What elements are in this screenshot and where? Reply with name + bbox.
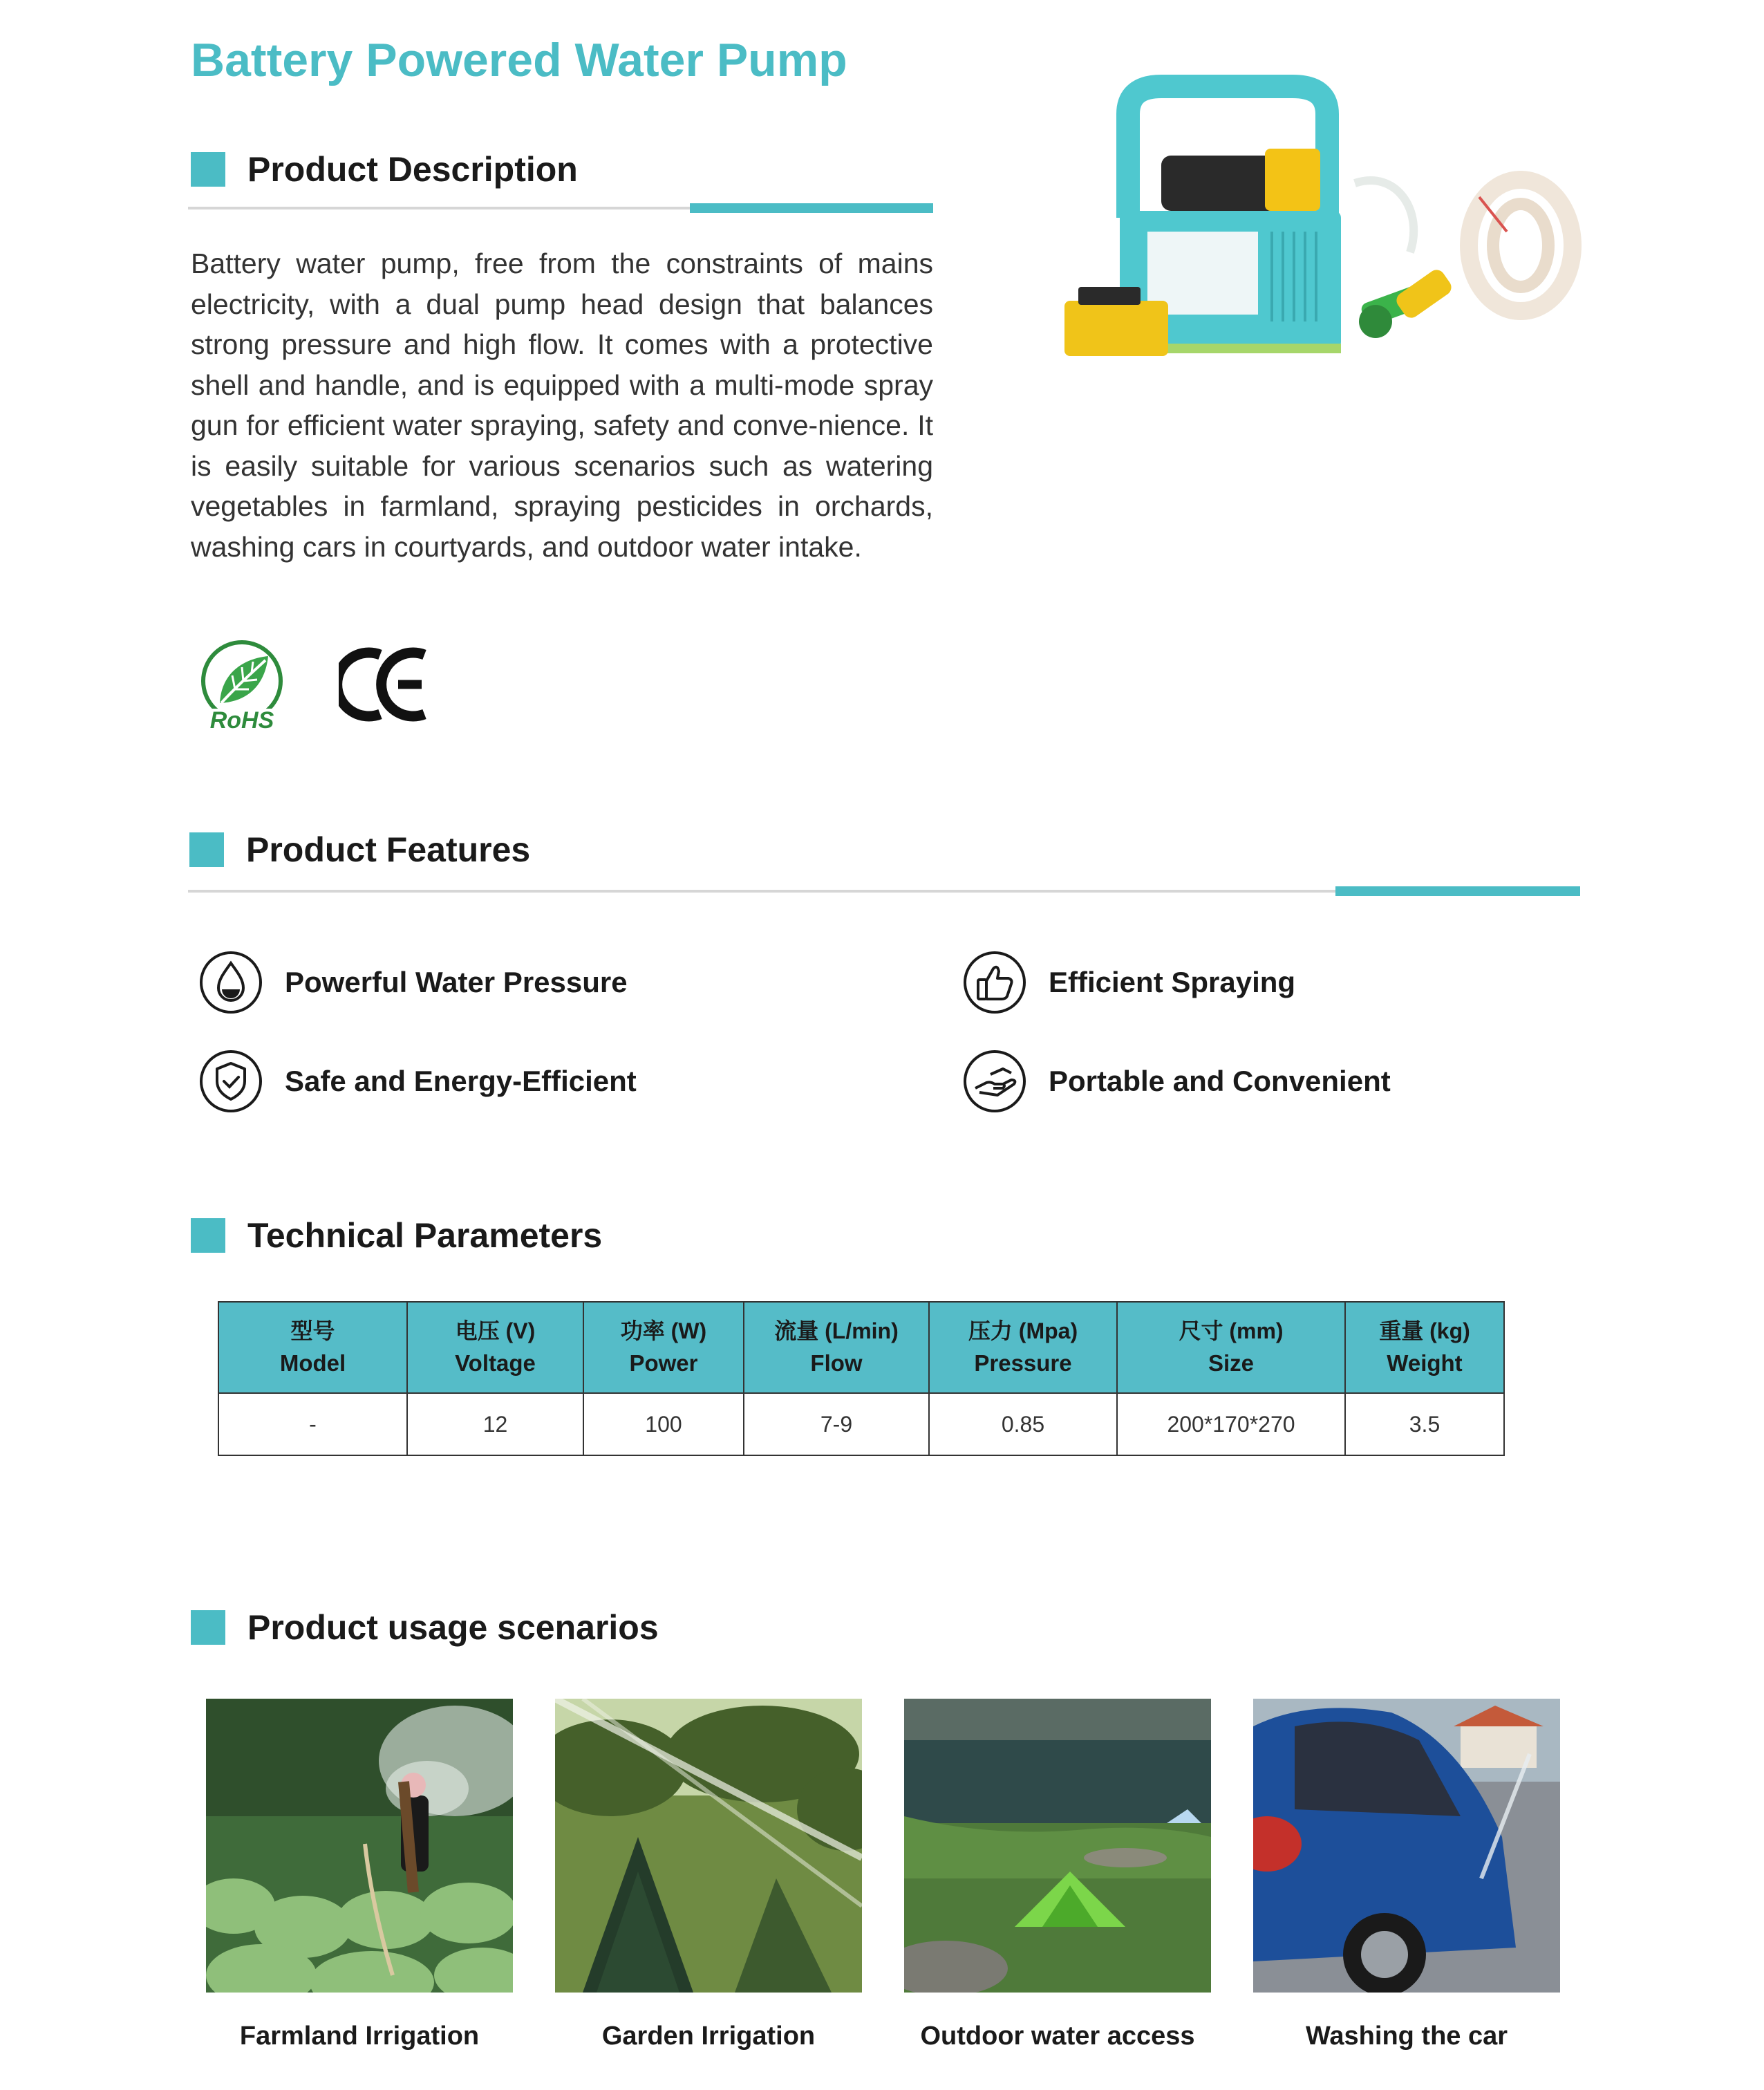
rohs-leaf-icon: [194, 640, 290, 733]
ce-label: CE: [339, 646, 340, 647]
column-header-voltage: 电压 (V) Voltage: [407, 1302, 583, 1393]
description-heading: Product Description: [247, 150, 578, 189]
scenarios-heading: Product usage scenarios: [247, 1608, 659, 1647]
feature-safe-energy-efficient: [199, 1049, 637, 1113]
table-cell: -: [218, 1393, 407, 1455]
divider-line: [188, 890, 1335, 893]
garden-photo: [555, 1699, 862, 1993]
feature-label: Powerful Water Pressure: [285, 966, 628, 998]
table-cell: 7-9: [744, 1393, 929, 1455]
scenario-caption: Outdoor water access: [920, 2022, 1195, 2051]
features-heading: Product Features: [246, 830, 531, 869]
feature-efficient-spraying: [963, 951, 1295, 1014]
table-cell: 12: [407, 1393, 583, 1455]
feature-powerful-water-pressure: [199, 951, 628, 1014]
water-drop-icon: [199, 951, 263, 1014]
feature-portable-convenient: [963, 1049, 1391, 1113]
parameters-heading: Technical Parameters: [247, 1216, 603, 1255]
table-cell: 100: [583, 1393, 744, 1455]
scenario-caption: Farmland Irrigation: [239, 2022, 480, 2051]
rohs-label: RoHS: [209, 707, 274, 733]
farmland-photo: [206, 1699, 513, 1993]
water-pump-product-image: [1064, 73, 1583, 363]
table-row: [218, 1393, 1504, 1455]
car-wash-photo: [1253, 1699, 1560, 1993]
column-header-flow: 流量 (L/min) Flow: [744, 1302, 929, 1393]
outdoor-tent-photo: [904, 1699, 1211, 1993]
shield-check-icon: [199, 1049, 263, 1113]
section-marker-square: [191, 1218, 225, 1253]
section-marker-square: [191, 152, 225, 187]
table-cell: 3.5: [1345, 1393, 1504, 1455]
divider-line: [188, 207, 690, 209]
ce-mark-icon: [339, 646, 429, 722]
table-cell: 200*170*270: [1117, 1393, 1345, 1455]
column-header-model: 型号 Model: [218, 1302, 407, 1393]
hand-holding-icon: [963, 1049, 1026, 1113]
section-marker-square: [191, 1610, 225, 1645]
table-header-row: [218, 1302, 1504, 1393]
divider-accent: [690, 203, 933, 213]
scenario-caption: Washing the car: [1305, 2022, 1508, 2051]
scenarios-section-header: [191, 1607, 659, 1648]
feature-label: Portable and Convenient: [1049, 1065, 1391, 1097]
thumbs-up-icon: [963, 951, 1026, 1014]
feature-label: Efficient Spraying: [1049, 966, 1296, 998]
column-header-size: 尺寸 (mm) Size: [1117, 1302, 1345, 1393]
feature-label: Safe and Energy-Efficient: [285, 1065, 637, 1097]
column-header-pressure: 压力 (Mpa) Pressure: [929, 1302, 1117, 1393]
parameters-section-header: [191, 1215, 602, 1256]
features-section-header: [189, 830, 530, 870]
page-title: Battery Powered Water Pump: [191, 34, 847, 86]
column-header-weight: 重量 (kg) Weight: [1345, 1302, 1504, 1393]
section-marker-square: [189, 832, 224, 867]
scenario-caption: Garden Irrigation: [601, 2022, 816, 2051]
divider-accent: [1335, 886, 1580, 896]
description-section-header: [191, 149, 578, 189]
description-text: Battery water pump, free from the constraints of mains electricity, with a dual pump head design that balances strong pressure and high flow. It comes with a protective shell and handle, and is equipped with a multi-mode spray gun for efficient water spraying, safety and conve-nience. It is easily suitable for various scenarios such as watering vegetables in farmland, spraying pesticides in orchards, washing cars in courtyards, and outdoor water intake.: [191, 248, 933, 563]
parameters-table: [218, 1301, 1505, 1456]
table-cell: 0.85: [929, 1393, 1117, 1455]
column-header-power: 功率 (W) Power: [583, 1302, 744, 1393]
